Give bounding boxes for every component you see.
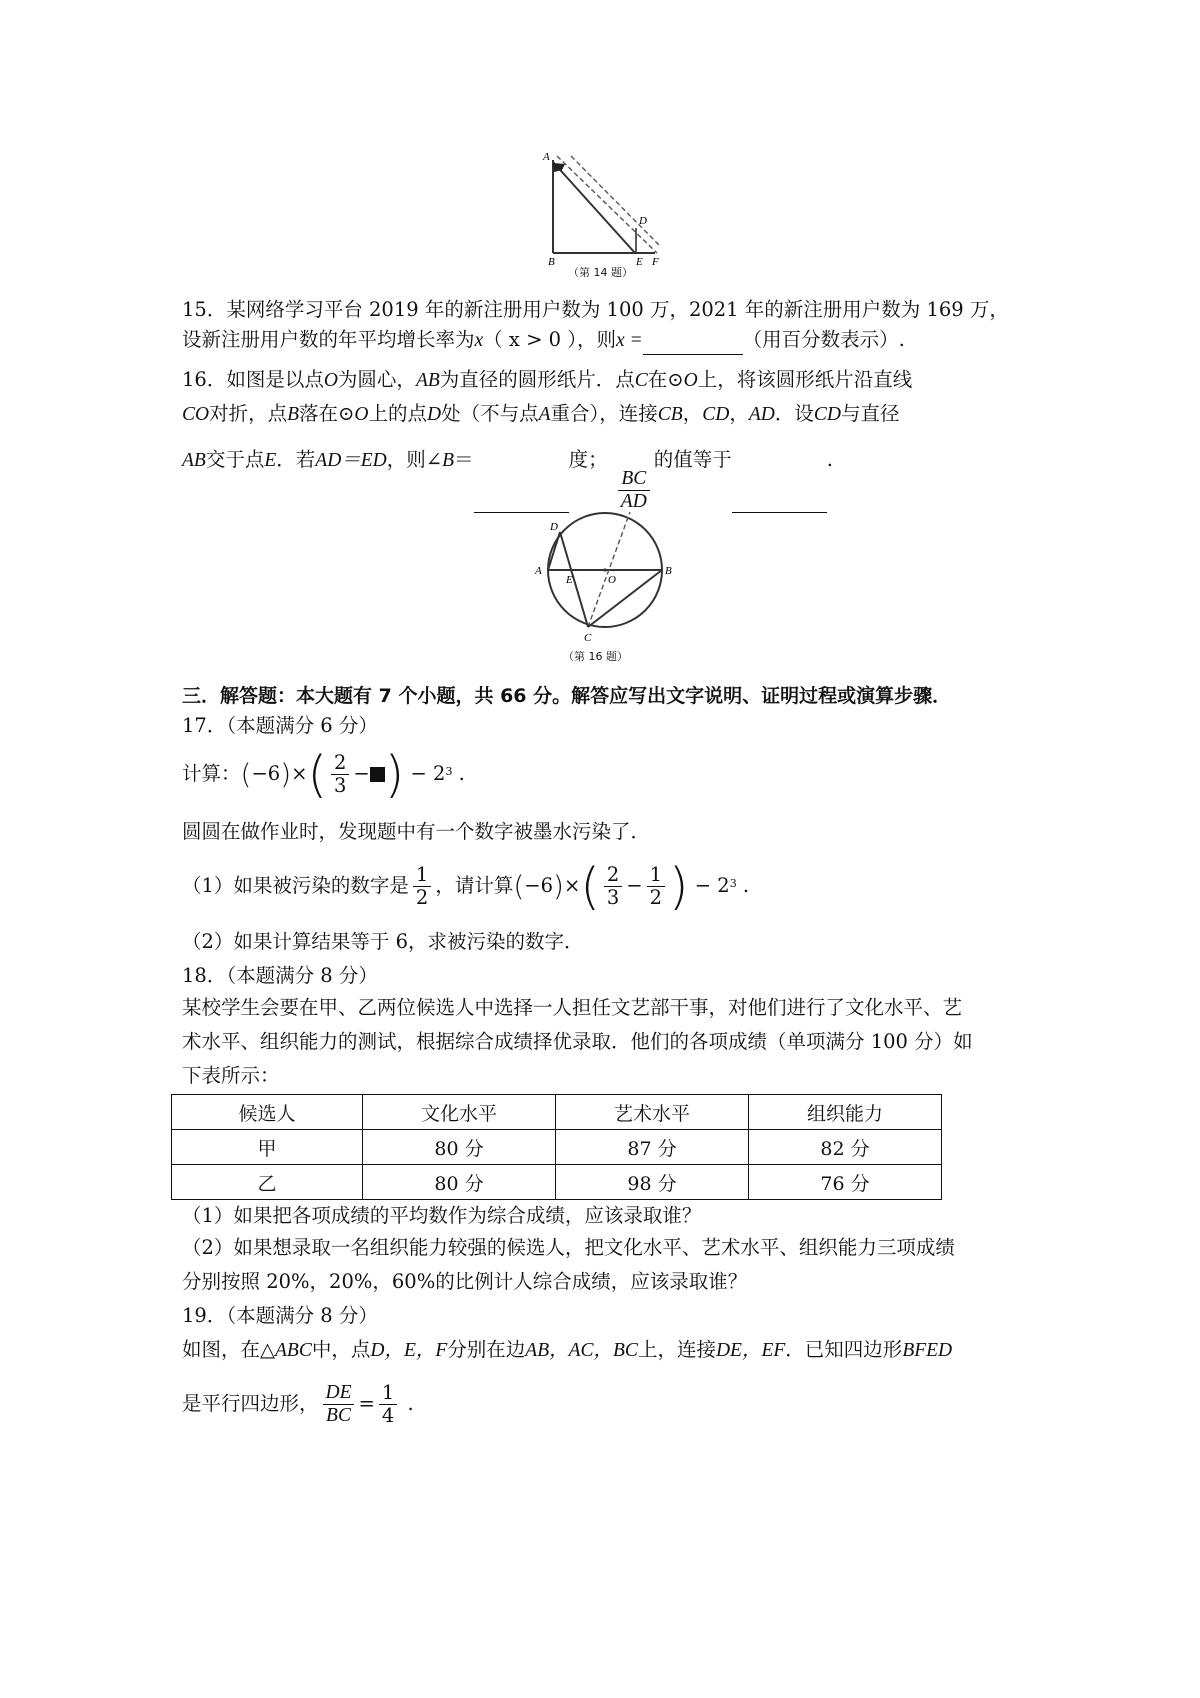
q16-line-2: CO对折，点B落在⊙O上的点D处（不与点A重合），连接CB，CD，AD．设CD与直径 bbox=[182, 402, 900, 425]
q19-header: 19．（本题满分 8 分） bbox=[182, 1304, 378, 1327]
label-c: C bbox=[584, 632, 592, 644]
table-cell: 98 分 bbox=[556, 1165, 749, 1200]
label-b: B bbox=[548, 256, 555, 268]
section-3-heading: 三．解答题：本大题有 7 个小题，共 66 分。解答应写出文字说明、证明过程或演算步骤． bbox=[182, 685, 952, 707]
table-cell: 82 分 bbox=[749, 1130, 942, 1165]
q15-answer-blank[interactable] bbox=[643, 332, 743, 355]
q17-part-2: （2）如果计算结果等于 6，求被污染的数字． bbox=[182, 930, 584, 953]
segment-ad bbox=[548, 532, 560, 570]
q18-text-3: 下表所示： bbox=[182, 1064, 280, 1087]
table-cell: 80 分 bbox=[363, 1130, 556, 1165]
table-row bbox=[172, 1130, 942, 1165]
q16-line-1: 16．如图是以点O为圆心，AB为直径的圆形纸片．点C在⊙O上，将该圆形纸片沿直线 bbox=[182, 368, 913, 391]
sun-ray-1 bbox=[557, 156, 657, 253]
table-header: 文化水平 bbox=[363, 1095, 556, 1130]
q17-part-1: （1）如果被污染的数字是 $\frac{1}{2}$ ，请计算(−6)×( $\frac{2}{3}$ − $\frac{1}{2}$ ) − $2^3$ . bbox=[182, 857, 750, 916]
q17-header: 17．（本题满分 6 分） bbox=[182, 714, 378, 737]
q16-ratio-blank[interactable] bbox=[732, 490, 827, 513]
q19-line-1: 如图，在△ABC中，点D，E，F分别在边AB，AC，BC上，连接DE，EF．已知四边形BFED bbox=[182, 1338, 953, 1361]
table-row bbox=[172, 1165, 942, 1200]
q18-text-2: 术水平、组织能力的测试，根据综合成绩择优录取．他们的各项成绩（单项满分 100 分）如 bbox=[182, 1030, 973, 1053]
q17-calc: 计算：(−6)×( $\frac{2}{3}$ − ) − $2^3$ . bbox=[182, 745, 465, 804]
table-header: 组织能力 bbox=[749, 1095, 942, 1130]
q16-line-3: AB交于点E．若AD＝ED，则∠B＝ 度； $\frac{BC}{AD}$ 的值等于 . bbox=[182, 448, 833, 512]
figure-14-caption: （第 14 题） bbox=[568, 266, 633, 279]
q18-part-1: （1）如果把各项成绩的平均数作为综合成绩，应该录取谁？ bbox=[182, 1204, 702, 1227]
label-b: B bbox=[665, 565, 672, 577]
center-point bbox=[603, 568, 606, 571]
table-header: 艺术水平 bbox=[556, 1095, 749, 1130]
table-cell: 76 分 bbox=[749, 1165, 942, 1200]
table-header: 候选人 bbox=[172, 1095, 363, 1130]
table-cell: 甲 bbox=[172, 1130, 363, 1165]
label-e: E bbox=[566, 574, 573, 586]
label-f: F bbox=[652, 256, 659, 268]
ink-blot bbox=[370, 767, 385, 782]
q19-line-2: 是平行四边形， $\frac{DE}{BC}$ = $\frac{1}{4}$ . bbox=[182, 1381, 414, 1427]
table-header-row bbox=[172, 1095, 942, 1130]
label-a: A bbox=[535, 565, 542, 577]
figure-16 bbox=[530, 508, 680, 648]
q18-header: 18．（本题满分 8 分） bbox=[182, 964, 378, 987]
q18-text-1: 某校学生会要在甲、乙两位候选人中选择一人担任文艺部干事，对他们进行了文化水平、艺 bbox=[182, 996, 963, 1019]
figure-14 bbox=[535, 150, 675, 275]
table-cell: 87 分 bbox=[556, 1130, 749, 1165]
table-cell: 乙 bbox=[172, 1165, 363, 1200]
flag-icon bbox=[553, 163, 565, 172]
label-e: E bbox=[636, 256, 643, 268]
q15-line-1: 15．某网络学习平台 2019 年的新注册用户数为 100 万，2021 年的新注册用户数为 169 万， bbox=[182, 298, 1009, 321]
q15-line-2: 设新注册用户数的年平均增长率为x（ x > 0 ），则x = （用百分数表示）. bbox=[182, 326, 905, 355]
label-d: D bbox=[639, 215, 647, 227]
segment-cb bbox=[588, 570, 662, 627]
label-d: D bbox=[550, 521, 558, 533]
q18-part-2a: （2）如果想录取一名组织能力较强的候选人，把文化水平、艺术水平、组织能力三项成绩 bbox=[182, 1236, 955, 1259]
label-o: O bbox=[608, 574, 616, 586]
table-cell: 80 分 bbox=[363, 1165, 556, 1200]
q18-part-2b: 分别按照 20%，20%，60%的比例计人综合成绩，应该录取谁？ bbox=[182, 1270, 748, 1293]
figure-16-caption: （第 16 题） bbox=[563, 650, 628, 663]
label-a: A bbox=[543, 151, 550, 163]
q16-fraction: $\frac{BC}{AD}$ bbox=[618, 468, 650, 513]
q17-story: 圆圆在做作业时，发现题中有一个数字被墨水污染了． bbox=[182, 820, 651, 843]
score-table bbox=[171, 1094, 942, 1200]
segment-dc bbox=[560, 532, 588, 627]
